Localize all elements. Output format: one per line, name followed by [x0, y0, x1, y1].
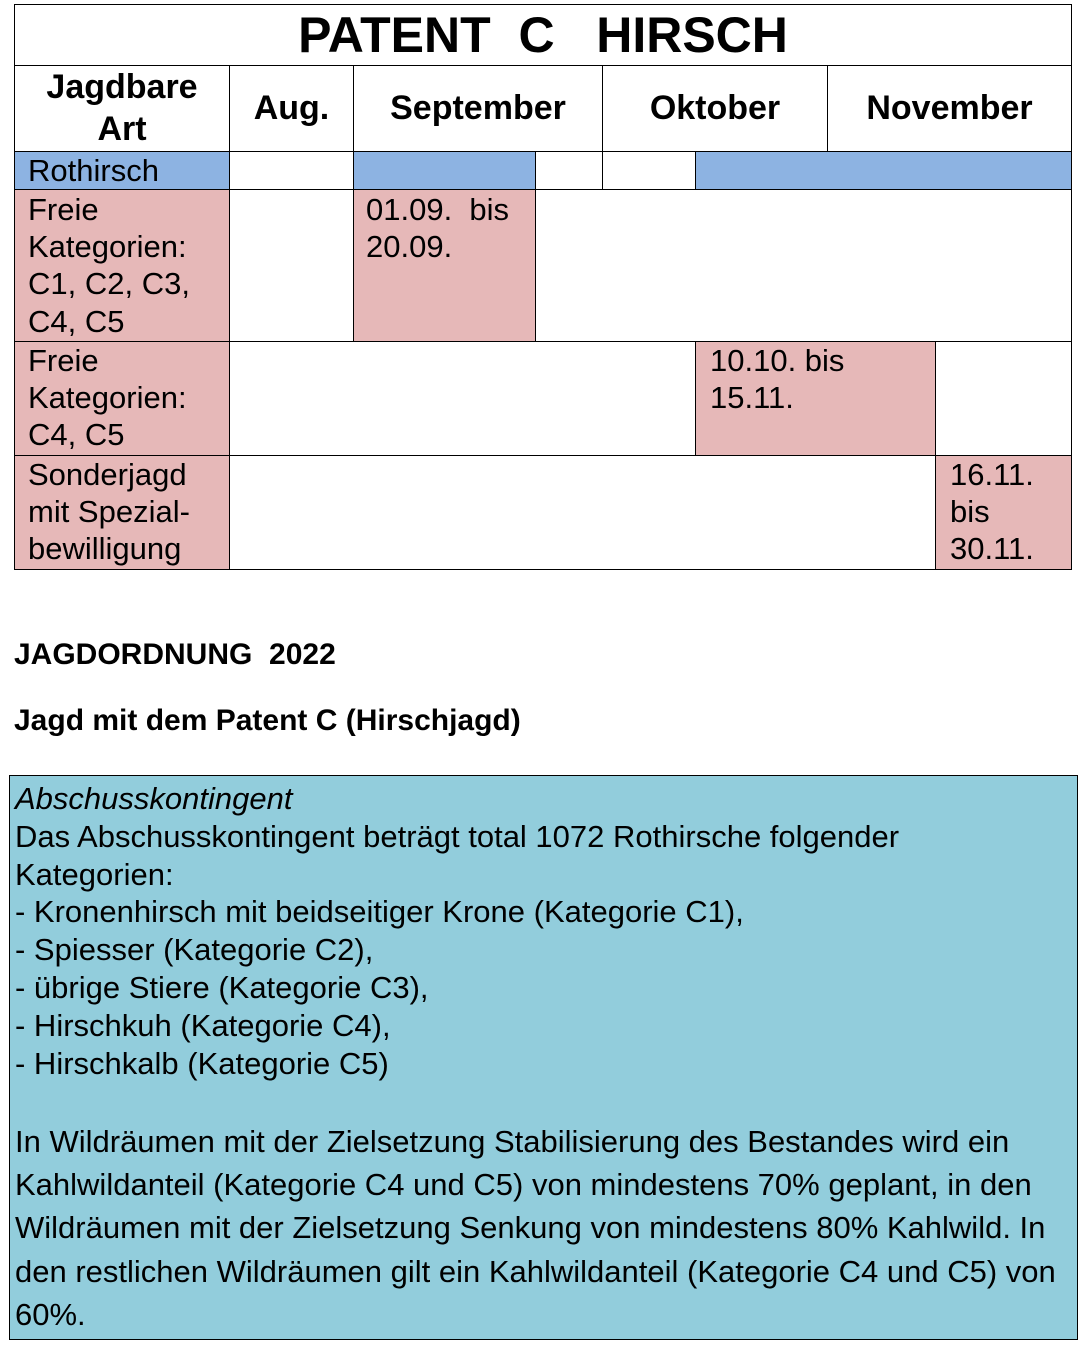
- row-label-sonderjagd: Sonderjagd mit Spezial-bewilligung: [28, 457, 190, 567]
- period-row1: 01.09. bis 20.09.: [366, 192, 518, 265]
- grid-line: [353, 189, 354, 342]
- row-label-freie-kategorien-c1-c5: Freie Kategorien: C1, C2, C3, C4, C5: [28, 192, 190, 339]
- header-oktober: Oktober: [649, 88, 781, 127]
- document-heading: JAGDORDNUNG 2022: [14, 638, 336, 671]
- box-item: - übrige Stiere (Kategorie C3),: [15, 970, 429, 1006]
- header-november: November: [866, 88, 1033, 127]
- box-item: - Spiesser (Kategorie C2),: [15, 932, 374, 968]
- box-paragraph: In Wildräumen mit der Zielsetzung Stabilisierung des Bestandes wird ein Kahlwildanteil (Kategorie C4 und C5) von mindestens 70% geplant, in den Wildräumen mit der Zielsetzung Senkung von mindestens 80% Kahlwild. In den restlichen Wildräumen gilt ein Kahlwildanteil (Kategorie C4 und C5) von 60%.: [15, 1123, 1056, 1333]
- period-row2: 10.10. bis 15.11.: [710, 343, 845, 416]
- grid-line: [1071, 4, 1072, 570]
- abschusskontingent-box: [9, 775, 1078, 1340]
- table-title: PATENT C HIRSCH: [298, 7, 788, 63]
- box-intro: Das Abschusskontingent beträgt total 1072 Rothirsche folgender Kategorien:: [15, 818, 900, 892]
- box-title: Abschusskontingent: [15, 781, 293, 816]
- header-aug: Aug.: [253, 88, 330, 127]
- rothirsch-bar-oct-nov: [696, 152, 1071, 189]
- box-item: - Kronenhirsch mit beidseitiger Krone (Kategorie C1),: [15, 894, 744, 930]
- header-september: September: [390, 88, 566, 127]
- rothirsch-bar-september: [354, 152, 535, 189]
- grid-line: [535, 151, 536, 342]
- grid-line: [14, 189, 1072, 190]
- grid-line: [935, 341, 936, 570]
- box-item: - Hirschkuh (Kategorie C4),: [15, 1007, 391, 1043]
- row-label-rothirsch: Rothirsch: [28, 153, 159, 188]
- box-item: - Hirschkalb (Kategorie C5): [15, 1045, 389, 1081]
- header-jagdbare-art: Jagdbare Art: [46, 68, 198, 148]
- period-row3: 16.11. bis 30.11.: [950, 457, 1034, 567]
- row-label-freie-kategorien-c4-c5: Freie Kategorien: C4, C5: [28, 343, 187, 453]
- grid-line: [14, 569, 1072, 570]
- grid-line: [695, 151, 696, 190]
- document-subheading: Jagd mit dem Patent C (Hirschjagd): [14, 704, 521, 737]
- grid-line: [695, 341, 696, 456]
